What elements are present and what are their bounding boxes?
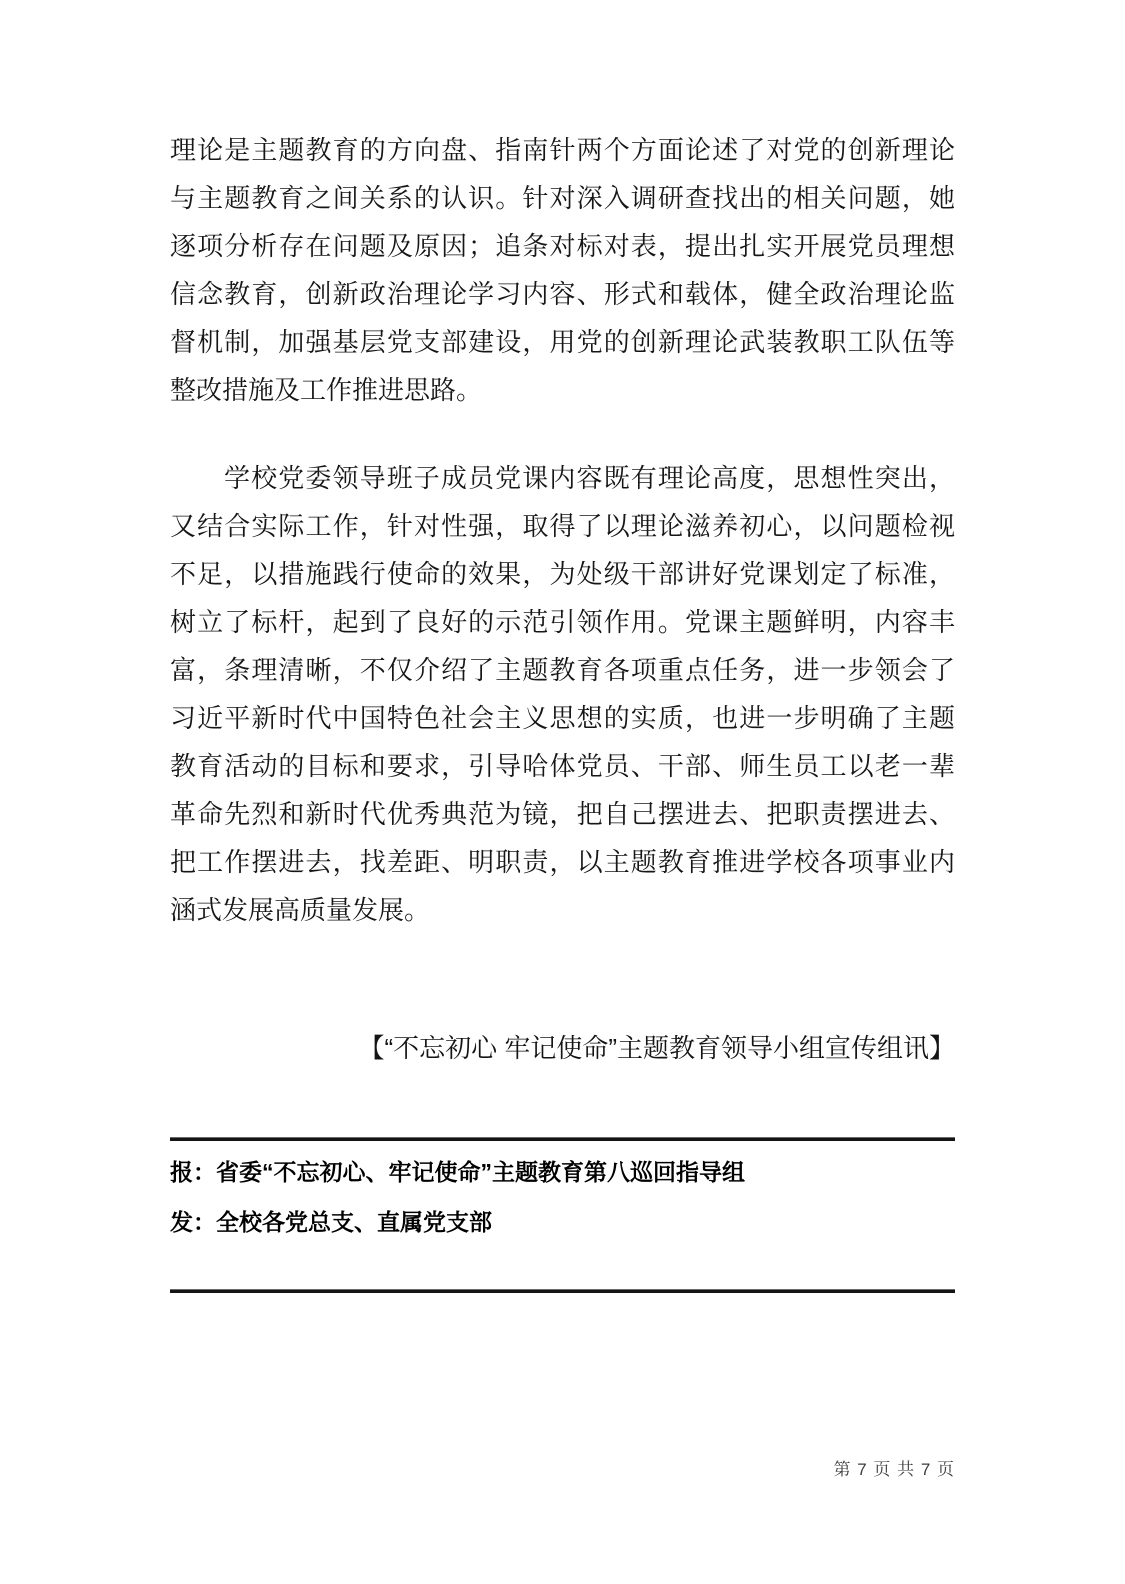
byline: 【“不忘初心 牢记使命”主题教育领导小组宣传组讯】 — [358, 1033, 955, 1063]
text-line: 富，条理清晰，不仅介绍了主题教育各项重点任务，进一步领会了 — [170, 655, 955, 685]
text-line: 习近平新时代中国特色社会主义思想的实质，也进一步明确了主题 — [170, 703, 955, 733]
text-line: 革命先烈和新时代优秀典范为镜，把自己摆进去、把职责摆进去、 — [170, 799, 955, 829]
text-line: 把工作摆进去，找差距、明职责，以主题教育推进学校各项事业内 — [170, 847, 955, 877]
text-line: 教育活动的目标和要求，引导哈体党员、干部、师生员工以老一辈 — [170, 751, 955, 781]
text-line: 整改措施及工作推进思路。 — [170, 375, 483, 405]
report-to-line: 报：省委“不忘初心、牢记使命”主题教育第八巡回指导组 — [170, 1159, 745, 1185]
text-line: 又结合实际工作，针对性强，取得了以理论滋养初心，以问题检视 — [170, 511, 955, 541]
text-line: 与主题教育之间关系的认识。针对深入调研查找出的相关问题，她 — [170, 183, 955, 213]
divider-top — [170, 1137, 955, 1141]
divider-bottom — [170, 1289, 955, 1293]
text-line: 逐项分析存在问题及原因；追条对标对表，提出扎实开展党员理想 — [170, 231, 955, 261]
document-content — [170, 0, 955, 1293]
body-paragraph-2 — [170, 454, 955, 934]
text-line: 树立了标杆，起到了良好的示范引领作用。党课主题鲜明，内容丰 — [170, 607, 955, 637]
page-number: 第 7 页 共 7 页 — [833, 1460, 955, 1479]
text-line: 督机制，加强基层党支部建设，用党的创新理论武装教职工队伍等 — [170, 327, 955, 357]
issue-to-line: 发：全校各党总支、直属党支部 — [170, 1209, 492, 1235]
text-line: 理论是主题教育的方向盘、指南针两个方面论述了对党的创新理论 — [170, 135, 955, 165]
distribution-block — [170, 1147, 955, 1247]
body-paragraph-1 — [170, 126, 955, 414]
text-line: 信念教育，创新政治理论学习内容、形式和载体，健全政治理论监 — [170, 279, 955, 309]
text-line: 学校党委领导班子成员党课内容既有理论高度，思想性突出， — [224, 463, 955, 493]
text-line: 不足，以措施践行使命的效果，为处级干部讲好党课划定了标准， — [170, 559, 955, 589]
text-line: 涵式发展高质量发展。 — [170, 895, 431, 925]
